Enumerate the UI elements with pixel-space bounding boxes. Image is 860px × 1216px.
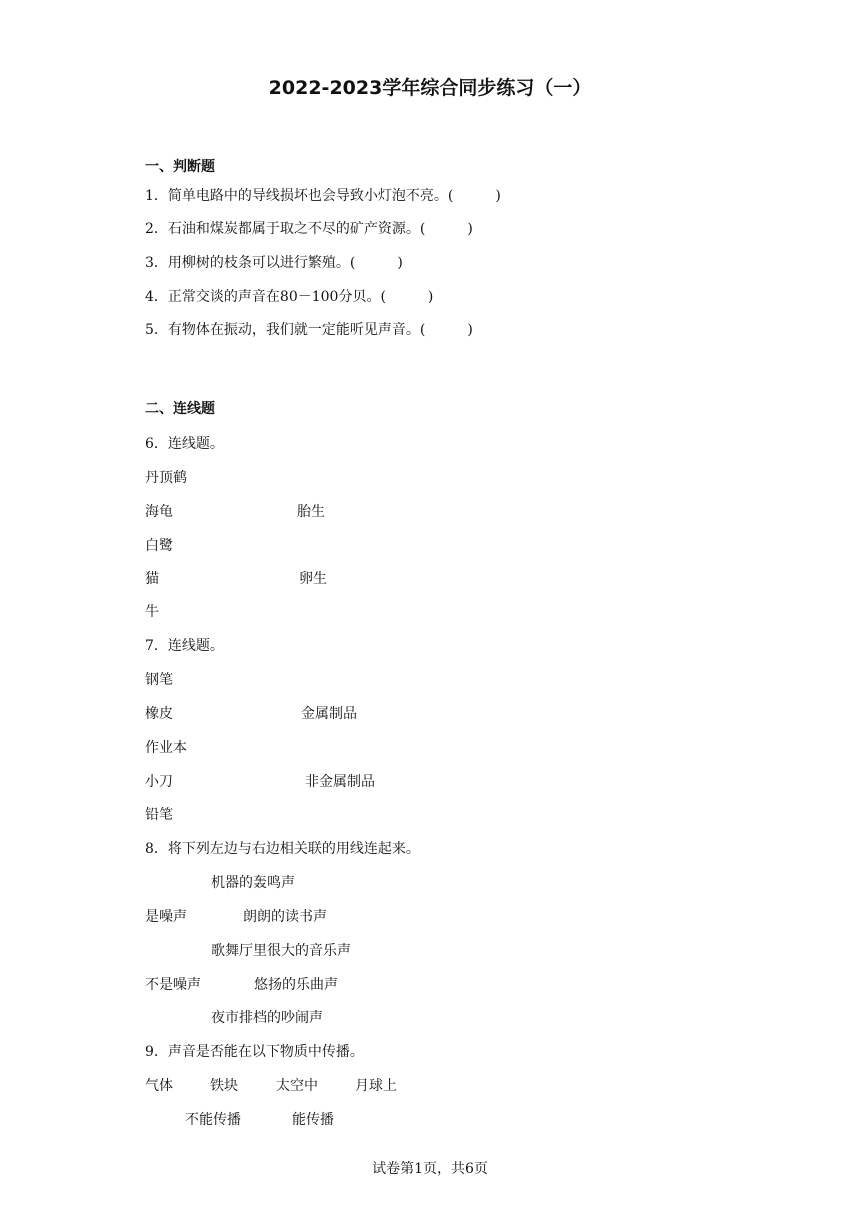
question-text: 有物体在振动，我们就一定能听见声音。( bbox=[167, 322, 426, 338]
question-number: 5． bbox=[145, 322, 168, 338]
match-right-item[interactable]: 悠扬的乐曲声 bbox=[254, 977, 338, 993]
question-1 bbox=[145, 186, 501, 206]
match-right-item[interactable]: 机器的轰鸣声 bbox=[211, 875, 295, 891]
match-left-item[interactable]: 丹顶鹤 bbox=[145, 470, 187, 486]
question-close: ) bbox=[397, 255, 403, 271]
question-3 bbox=[145, 253, 403, 273]
match-top-item[interactable]: 气体 bbox=[145, 1078, 173, 1094]
match-left-item[interactable]: 钢笔 bbox=[145, 672, 173, 688]
match-left-item[interactable]: 作业本 bbox=[145, 740, 187, 756]
match-right-item[interactable]: 胎生 bbox=[297, 504, 325, 520]
question-7-stem: 7．连线题。 bbox=[145, 638, 224, 654]
question-text: 用柳树的枝条可以进行繁殖。( bbox=[167, 255, 356, 271]
match-left-item[interactable]: 猫 bbox=[145, 571, 159, 587]
match-left-item[interactable]: 白鹭 bbox=[145, 538, 173, 554]
match-right-item[interactable]: 非金属制品 bbox=[305, 774, 375, 790]
match-left-item[interactable]: 橡皮 bbox=[145, 706, 173, 722]
match-left-item[interactable]: 牛 bbox=[145, 604, 159, 620]
page-footer: 试卷第1页，共6页 bbox=[372, 1161, 488, 1177]
match-right-item[interactable]: 夜市排档的吵闹声 bbox=[211, 1010, 323, 1026]
match-left-item[interactable]: 小刀 bbox=[145, 774, 173, 790]
question-text: 简单电路中的导线损坏也会导致小灯泡不亮。( bbox=[167, 188, 454, 204]
section-heading-matching: 二、连线题 bbox=[145, 401, 215, 417]
question-number: 1． bbox=[145, 188, 168, 204]
match-bottom-item[interactable]: 不能传播 bbox=[185, 1112, 241, 1128]
question-5 bbox=[145, 320, 473, 340]
match-left-item[interactable]: 铅笔 bbox=[145, 807, 173, 823]
match-bottom-item[interactable]: 能传播 bbox=[292, 1112, 334, 1128]
match-top-item[interactable]: 铁块 bbox=[210, 1078, 238, 1094]
question-9-stem: 9．声音是否能在以下物质中传播。 bbox=[145, 1044, 364, 1060]
question-number: 3． bbox=[145, 255, 168, 271]
question-close: ) bbox=[467, 322, 473, 338]
question-close: ) bbox=[427, 289, 434, 305]
question-close: ) bbox=[467, 221, 473, 237]
question-close: ) bbox=[495, 188, 501, 204]
question-number: 2． bbox=[145, 221, 168, 237]
question-number: 4． bbox=[145, 289, 168, 305]
match-left-item[interactable]: 是噪声 bbox=[145, 909, 187, 925]
match-right-item[interactable]: 歌舞厅里很大的音乐声 bbox=[211, 943, 351, 959]
question-8-stem: 8．将下列左边与右边相关联的用线连起来。 bbox=[145, 841, 420, 857]
match-right-item[interactable]: 朗朗的读书声 bbox=[243, 909, 327, 925]
match-left-item[interactable]: 不是噪声 bbox=[145, 977, 201, 993]
page-title: 2022-2023学年综合同步练习（一） bbox=[268, 77, 592, 99]
match-left-item[interactable]: 海龟 bbox=[145, 504, 173, 520]
match-right-item[interactable]: 卵生 bbox=[299, 571, 327, 587]
match-top-item[interactable]: 太空中 bbox=[276, 1078, 318, 1094]
question-2 bbox=[145, 219, 473, 239]
question-4 bbox=[145, 287, 433, 307]
match-top-item[interactable]: 月球上 bbox=[355, 1078, 397, 1094]
question-text: 石油和煤炭都属于取之不尽的矿产资源。( bbox=[167, 221, 426, 237]
question-6-stem: 6．连线题。 bbox=[145, 436, 224, 452]
section-heading-judgment: 一、判断题 bbox=[145, 159, 215, 175]
question-text: 正常交谈的声音在80－100分贝。( bbox=[167, 289, 386, 305]
match-right-item[interactable]: 金属制品 bbox=[301, 706, 357, 722]
